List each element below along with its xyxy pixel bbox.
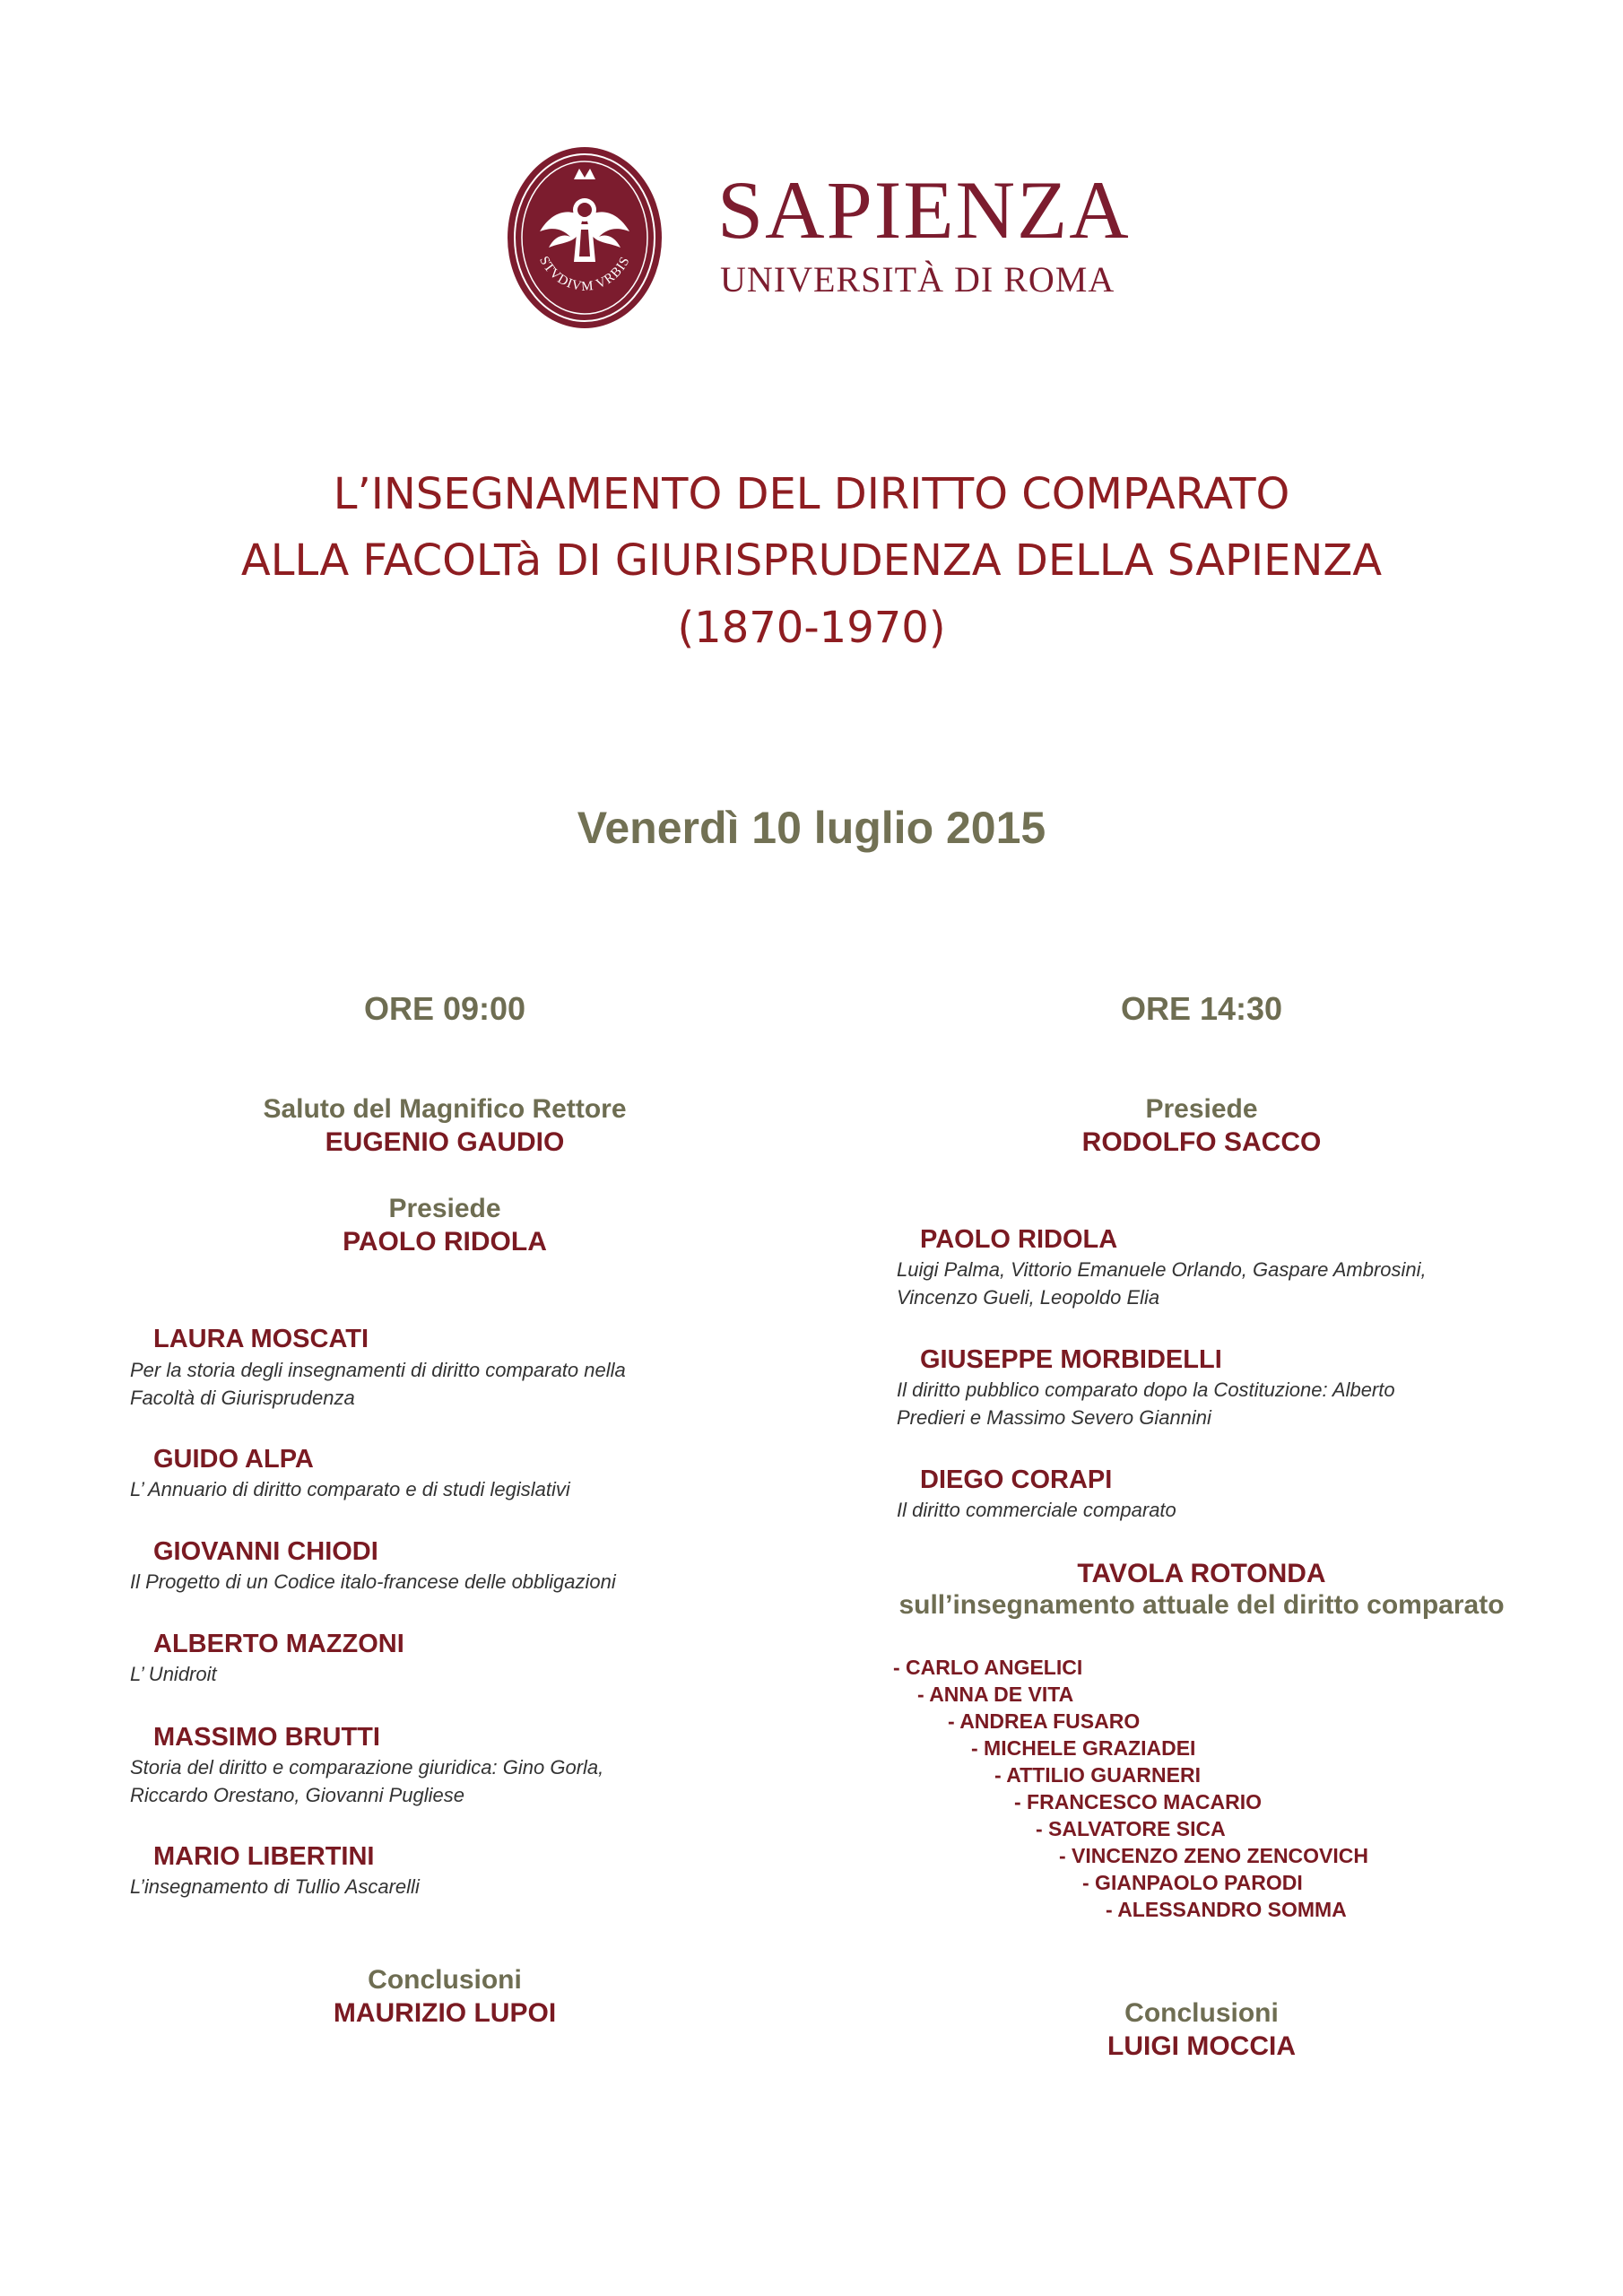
morning-talk-topic: L’ Unidroit bbox=[130, 1663, 217, 1685]
roundtable-participant: - GIANPAOLO PARODI bbox=[1082, 1871, 1303, 1894]
morning-greeting-label: Saluto del Magnifico Rettore bbox=[263, 1094, 627, 1124]
roundtable-participant: - CARLO ANGELICI bbox=[893, 1656, 1083, 1679]
roundtable-participant: - ATTILIO GUARNERI bbox=[994, 1763, 1201, 1787]
afternoon-conclusion-label: Conclusioni bbox=[1124, 1998, 1279, 2028]
morning-talk-topic: Il Progetto di un Codice italo-francese delle obbligazioni bbox=[130, 1570, 616, 1593]
roundtable-participant: - FRANCESCO MACARIO bbox=[1014, 1790, 1262, 1813]
morning-conclusion-label: Conclusioni bbox=[368, 1965, 522, 1995]
roundtable-participant: - ANNA DE VITA bbox=[917, 1683, 1074, 1706]
roundtable-participant: - VINCENZO ZENO ZENCOVICH bbox=[1059, 1844, 1369, 1867]
roundtable-subtitle: sull’insegnamento attuale del diritto comparato bbox=[898, 1590, 1505, 1620]
morning-chair-name: PAOLO RIDOLA bbox=[343, 1227, 547, 1257]
morning-talk-topic: L’ Annuario di diritto comparato e di studi legislativi bbox=[130, 1478, 570, 1500]
morning-talk-topic: L’insegnamento di Tullio Ascarelli bbox=[130, 1875, 420, 1898]
morning-talk-topic: Per la storia degli insegnamenti di diritto comparato nella Facoltà di Giurisprudenza bbox=[130, 1359, 626, 1409]
afternoon-chair-label: Presiede bbox=[1145, 1094, 1258, 1124]
morning-talk-topic: Storia del diritto e comparazione giuridica: Gino Gorla, Riccardo Orestano, Giovanni Pugliese bbox=[130, 1756, 604, 1806]
roundtable-participant: - ANDREA FUSARO bbox=[948, 1709, 1141, 1733]
morning-speaker: ALBERTO MAZZONI bbox=[153, 1630, 404, 1658]
afternoon-talk-topic: Il diritto pubblico comparato dopo la Costituzione: Alberto Predieri e Massimo Severo Giannini bbox=[897, 1378, 1395, 1429]
afternoon-speaker: DIEGO CORAPI bbox=[920, 1465, 1113, 1494]
afternoon-time: ORE 14:30 bbox=[1120, 990, 1283, 1027]
morning-speaker: GUIDO ALPA bbox=[153, 1445, 314, 1474]
morning-conclusion-name: MAURIZIO LUPOI bbox=[333, 1998, 557, 2028]
morning-greeting-name: EUGENIO GAUDIO bbox=[325, 1127, 565, 1157]
roundtable-participant: - ALESSANDRO SOMMA bbox=[1106, 1898, 1347, 1921]
afternoon-talk-topic: Il diritto commerciale comparato bbox=[897, 1499, 1176, 1521]
morning-speaker: MASSIMO BRUTTI bbox=[153, 1723, 380, 1752]
morning-time: ORE 09:00 bbox=[363, 990, 526, 1027]
event-title-years: (1870-1970) bbox=[677, 603, 946, 653]
afternoon-speaker: GIUSEPPE MORBIDELLI bbox=[920, 1345, 1222, 1374]
sapienza-seal-logo bbox=[504, 144, 665, 332]
afternoon-speaker: PAOLO RIDOLA bbox=[920, 1225, 1118, 1254]
morning-speaker: GIOVANNI CHIODI bbox=[153, 1537, 378, 1566]
event-title-line-1: L’INSEGNAMENTO DEL DIRITTO COMPARATO bbox=[333, 469, 1290, 519]
event-date: Venerdì 10 luglio 2015 bbox=[577, 803, 1046, 853]
university-subtitle: UNIVERSITÀ DI ROMA bbox=[720, 259, 1115, 300]
morning-speaker: LAURA MOSCATI bbox=[153, 1325, 369, 1353]
university-name: SAPIENZA bbox=[717, 164, 1131, 256]
roundtable-participant: - SALVATORE SICA bbox=[1036, 1817, 1226, 1840]
morning-speaker: MARIO LIBERTINI bbox=[153, 1842, 375, 1871]
roundtable-title: TAVOLA ROTONDA bbox=[1077, 1559, 1326, 1588]
roundtable-participant: - MICHELE GRAZIADEI bbox=[971, 1736, 1196, 1760]
afternoon-talk-topic: Luigi Palma, Vittorio Emanuele Orlando, Gaspare Ambrosini, Vincenzo Gueli, Leopoldo Elia bbox=[897, 1258, 1427, 1309]
afternoon-chair-name: RODOLFO SACCO bbox=[1081, 1127, 1322, 1157]
afternoon-conclusion-name: LUIGI MOCCIA bbox=[1107, 2031, 1296, 2061]
seal-motto: STVDIVM VRBIS bbox=[536, 254, 633, 294]
event-title-line-2: ALLA FACOLTà DI GIURISPRUDENZA DELLA SAPIENZA bbox=[240, 535, 1383, 586]
morning-chair-label: Presiede bbox=[388, 1194, 501, 1223]
